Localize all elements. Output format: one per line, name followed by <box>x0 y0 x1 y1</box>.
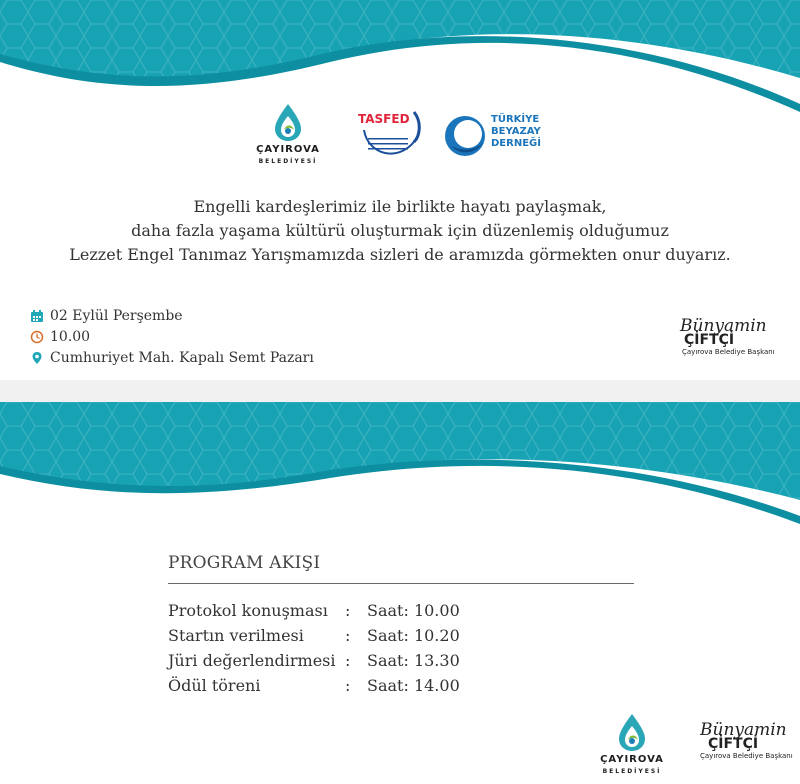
card-separator <box>0 380 800 402</box>
beyazay-line3: DERNEĞİ <box>491 138 541 149</box>
intro-line-2: daha fazla yaşama kültürü oluşturmak için düzenlemiş olduğumuz <box>131 221 669 240</box>
tasfed-logo-name: TASFED <box>358 112 410 126</box>
program-item-time: Saat: 14.00 <box>367 676 460 695</box>
event-date: 02 Eylül Perşembe <box>50 308 183 324</box>
event-date-row <box>30 306 314 326</box>
event-location: Cumhuriyet Mah. Kapalı Semt Pazarı <box>50 350 314 366</box>
cayirova-logo-sub: BELEDİYESİ <box>602 768 662 775</box>
program-title: PROGRAM AKIŞI <box>168 553 321 573</box>
cayirova-logo-bottom <box>592 710 672 780</box>
beyazay-logo-text <box>491 114 541 150</box>
program-item-label: Ödül töreni <box>168 676 261 695</box>
event-details <box>30 306 314 369</box>
invitation-text <box>0 195 800 267</box>
program-row: Startın verilmesi : Saat: 10.20 <box>168 623 638 648</box>
signature-title: Çayırova Belediye Başkanı <box>682 348 775 356</box>
program-item-label: Startın verilmesi <box>168 626 304 645</box>
intro-line-3: Lezzet Engel Tanımaz Yarışmamızda sizleri de aramızda görmekten onur duyarız. <box>69 245 731 264</box>
beyazay-line2: BEYAZAY <box>491 126 541 137</box>
partner-logos <box>248 100 578 170</box>
cayirova-logo-sub: BELEDİYESİ <box>258 158 318 165</box>
program-item-label: Jüri değerlendirmesi <box>168 651 336 670</box>
program-row: Jüri değerlendirmesi : Saat: 13.30 <box>168 648 638 673</box>
program-divider <box>168 583 634 584</box>
clock-icon <box>30 330 44 344</box>
program-row: Protokol konuşması : Saat: 10.00 <box>168 598 638 623</box>
water-drop-icon <box>248 100 328 142</box>
signature-last-name: ÇİFTÇİ <box>684 332 735 348</box>
signature-first-name: Bünyamin <box>700 720 787 740</box>
tasfed-logo <box>358 100 430 170</box>
turkiye-beyazay-logo <box>443 100 563 170</box>
event-location-row <box>30 348 314 368</box>
invitation-card-bottom <box>0 402 800 784</box>
signature-title: Çayırova Belediye Başkanı <box>700 752 793 760</box>
program-item-time: Saat: 13.30 <box>367 651 460 670</box>
cayirova-logo-name: ÇAYIROVA <box>256 144 320 155</box>
cayirova-logo-name: ÇAYIROVA <box>600 754 664 765</box>
program-item-label: Protokol konuşması <box>168 601 328 620</box>
beyazay-line1: TÜRKİYE <box>491 114 540 125</box>
program-item-time: Saat: 10.20 <box>367 626 460 645</box>
event-time: 10.00 <box>50 329 91 345</box>
signature-first-name: Bünyamin <box>680 316 767 336</box>
invitation-card-top <box>0 0 800 380</box>
program-row: Ödül töreni : Saat: 14.00 <box>168 673 638 698</box>
beyazay-globe-icon <box>443 112 491 162</box>
calendar-icon <box>30 309 44 323</box>
program-item-time: Saat: 10.00 <box>367 601 460 620</box>
mayor-signature-bottom <box>700 720 796 760</box>
location-pin-icon <box>30 351 44 365</box>
mayor-signature-top <box>680 316 780 356</box>
cayirova-logo <box>248 100 328 170</box>
water-drop-icon <box>592 710 672 752</box>
program-schedule <box>168 553 638 698</box>
intro-line-1: Engelli kardeşlerimiz ile birlikte hayatı paylaşmak, <box>193 197 607 216</box>
event-time-row <box>30 327 314 347</box>
tasfed-emblem-icon <box>358 100 430 170</box>
signature-last-name: ÇİFTÇİ <box>708 736 759 752</box>
